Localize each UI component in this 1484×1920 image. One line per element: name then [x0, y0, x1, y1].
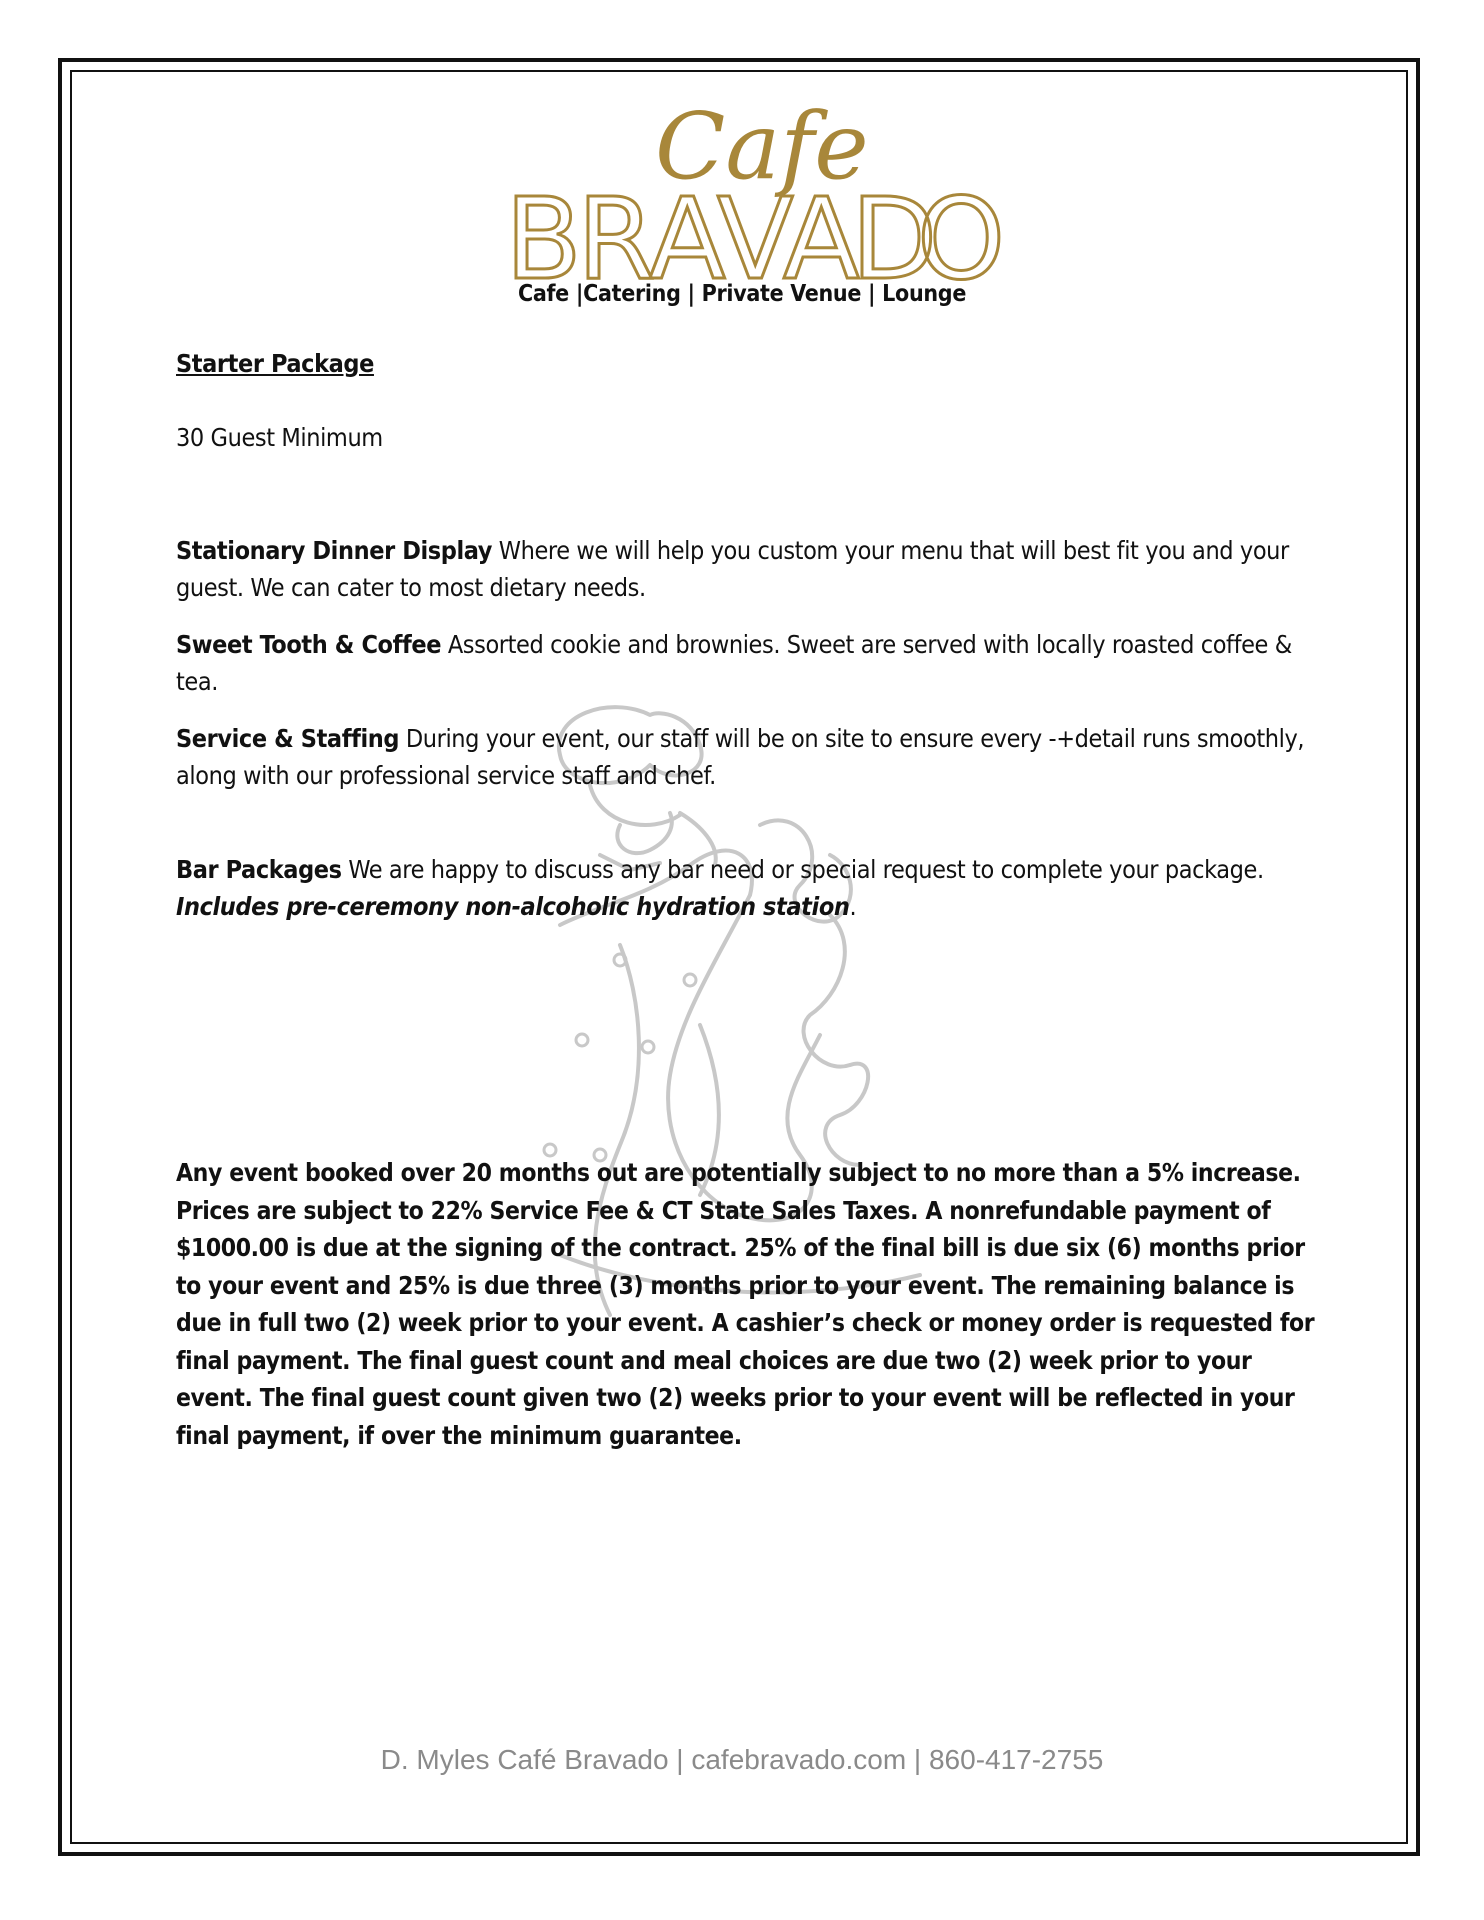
item-text: We are happy to discuss any bar need or special request to complete your package. [341, 855, 1264, 884]
package-item [176, 626, 1326, 700]
footer-contact: D. Myles Café Bravado | cafebravado.com | 860-417-2755 [380, 1744, 1104, 1775]
logo-letter-a: A [649, 175, 726, 305]
item-label: Sweet Tooth & Coffee [176, 630, 442, 659]
logo-letter-a2: A [783, 175, 860, 305]
logo-letter-r: R [577, 175, 655, 305]
item-text: Where we will help you custom your menu that will best fit you and your guest. We can cater to most dietary needs. [176, 536, 1289, 602]
package-item [176, 532, 1326, 606]
package-item [176, 851, 1326, 925]
terms-paragraph: Any event booked over 20 months out are potentially subject to no more than a 5% increase. Prices are subject to 22% Service Fee & CT State Sales Taxes. A nonrefundable payment of $1000.00 is due at the signing of the contract. 25% of the final bill is due six (6) months prior to your event and 25% is due three (3) months prior to your event. The remaining balance is due in full two (2) week prior to your event. A cashier’s check or money order is requested for final payment. The final guest count and meal choices are due two (2) week prior to your event. The final guest count given two (2) weeks prior to your event will be reflected in your final payment, if over the minimum guarantee. [176, 1158, 1315, 1450]
logo-letter-b: B [505, 175, 582, 305]
hydration-note: Includes pre-ceremony non-alcoholic hydration station [176, 892, 850, 921]
logo-script-word: Cafe [655, 93, 869, 200]
tagline: Cafe |Catering | Private Venue | Lounge [517, 281, 967, 307]
item-label: Bar Packages [176, 855, 342, 884]
item-label: Service & Staffing [176, 724, 400, 753]
package-title: Starter Package [176, 349, 374, 378]
logo-letter-d: D [851, 175, 938, 305]
package-item [176, 720, 1326, 794]
logo-letter-o: O [917, 175, 1006, 305]
item-text: During your event, our staff will be on site to ensure every -+detail runs smoothly, along with our professional service staff and chef. [176, 724, 1305, 790]
hydration-note-end: . [849, 892, 857, 921]
logo-letter-v: V [717, 175, 794, 305]
guest-minimum: 30 Guest Minimum [176, 423, 383, 452]
item-text: Assorted cookie and brownies. Sweet are served with locally roasted coffee & tea. [176, 630, 1292, 696]
item-label: Stationary Dinner Display [176, 536, 493, 565]
